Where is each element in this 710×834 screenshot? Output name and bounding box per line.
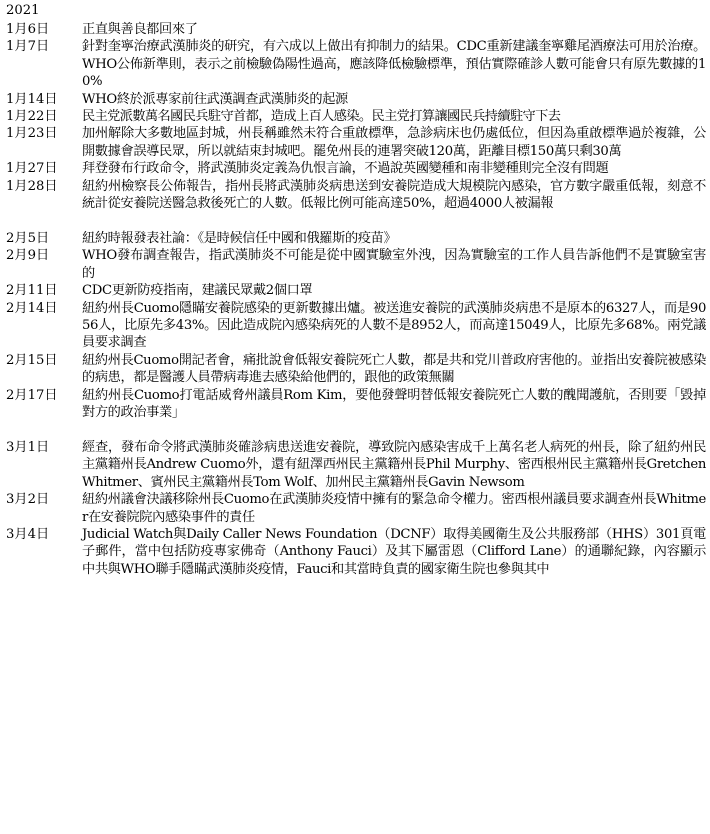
entry-date: 2月14日 [6, 300, 58, 316]
entry-text: 紐約州長Cuomo打電話威脅州議員Rom Kim，要他發聲明替低報安養院死亡人數的醜聞護航，否則要「毀掉對方的政治事業」 [82, 387, 706, 421]
entry-date: 1月7日 [6, 39, 50, 55]
entry-text: 正直與善良都回來了 [82, 22, 198, 37]
entry-date: 3月4日 [6, 526, 50, 542]
entry-date: 1月27日 [6, 161, 58, 177]
timeline-entry [6, 91, 706, 108]
timeline-entry [6, 178, 706, 213]
entry-text: 民主党派數萬名國民兵駐守首都，造成上百人感染。民主党打算讓國民兵持續駐守下去 [82, 109, 561, 125]
entry-date: 2月17日 [6, 387, 58, 403]
entry-text: 紐約州長Cuomo隱瞞安養院感染的更新數據出爐。被送進安養院的武漢肺炎病患不是原本的6327人，而是9056人，比原先多43%。因此造成院內感染病死的人數不是8952人，而高達15049人，比原先多68%。兩党議員要求調查 [82, 300, 706, 351]
entry-text: WHO發布調查報告，指武漢肺炎不可能是從中國實驗室外洩，因為實驗室的工作人員告訴他們不是實驗室害的 [82, 248, 706, 281]
entry-date: 1月23日 [6, 126, 58, 142]
timeline-entry [6, 38, 706, 90]
entry-text: 紐約州檢察長公佈報告，指州長將武漢肺炎病患送到安養院造成大規模院內感染，官方數字嚴重低報，刻意不統計從安養院送醫急救後死亡的人數。低報比例可能高達50%，超過4000人被漏報 [82, 178, 706, 212]
timeline-entry [6, 387, 706, 422]
entry-text: 針對奎寧治療武漢肺炎的研究，有六成以上做出有抑制力的結果。CDC重新建議奎寧雞尾酒療法可用於治療。WHO公佈新準則，表示之前檢驗偽陽性過高，應該降低檢驗標準，預估實際確診人數可能會只有原先數據的10% [82, 39, 706, 90]
timeline-entry [6, 108, 706, 125]
timeline-entry [6, 230, 706, 247]
entry-text: 拜登發布行政命令，將武漢肺炎定義為仇恨言論，不過說英國變種和南非變種則完全沒有問題 [82, 161, 609, 177]
timeline-entry [6, 247, 706, 282]
section-spacer [6, 421, 706, 439]
timeline-entry [6, 300, 706, 352]
entry-date: 2月9日 [6, 248, 50, 264]
timeline-entry [6, 491, 706, 526]
year-heading: 2021 [6, 3, 40, 18]
entry-date: 3月2日 [6, 492, 50, 508]
entry-date: 2月15日 [6, 352, 58, 368]
timeline-entry [6, 352, 706, 387]
entry-date: 1月22日 [6, 109, 58, 125]
entry-date: 3月1日 [6, 439, 50, 455]
entry-text: WHO終於派專家前往武漢調查武漢肺炎的起源 [82, 91, 348, 107]
entry-date: 1月14日 [6, 91, 58, 107]
timeline-entry [6, 282, 706, 299]
entry-text: Judicial Watch與Daily Caller News Foundation（DCNF）取得美國衛生及公共服務部（HHS）301頁電子郵件，當中包括防疫專家佛奇（Anthony Fauci）及其下屬雷恩（Clifford Lane）的通聯紀錄，內容顯示中共與WHO聯手隱瞞武漢肺炎疫情，Fauci和其當時負責的國家衛生院也參與其中 [82, 526, 706, 577]
timeline-entry [6, 526, 706, 578]
entry-date: 1月28日 [6, 178, 58, 194]
entry-text: CDC更新防疫指南，建議民眾戴2個口罩 [82, 283, 313, 299]
entry-text: 紐約州議會決議移除州長Cuomo在武漢肺炎疫情中擁有的緊急命令權力。密西根州議員要求調查州長Whitmer在安養院院內感染事件的責任 [82, 492, 706, 525]
entry-text: 加州解除大多數地區封城，州長稱雖然未符合重啟標準，急診病床也仍處低位，但因為重啟標準過於複雜，公開數據會誤導民眾，所以就結束封城吧。罷免州長的連署突破120萬，距離目標150萬只剩30萬 [82, 126, 706, 159]
timeline-entry [6, 21, 706, 38]
entry-date: 1月6日 [6, 22, 50, 37]
section-spacer [6, 212, 706, 230]
timeline-entry [6, 160, 706, 177]
entry-text: 紐約州長Cuomo開記者會，痛批說會低報安養院死亡人數，都是共和党川普政府害他的。並指出安養院被感染的病患，都是醫護人員帶病毒進去感染給他們的，跟他的政策無關 [82, 352, 706, 386]
timeline-entry [6, 125, 706, 160]
entry-date: 2月5日 [6, 230, 50, 246]
entry-text: 經查，發布命令將武漢肺炎確診病患送進安養院，導致院內感染害成千上萬名老人病死的州長，除了紐約州民主黨籍州長Andrew Cuomo外，還有紐澤西州民主黨籍州長Phil Murphy、密西根州民主黨籍州長Gretchen Whitmer、賓州民主黨籍州長Tom Wolf、加州民主黨籍州長Gavin Newsom [82, 439, 706, 490]
entry-text: 紐約時報發表社論：《是時候信任中國和俄羅斯的疫苗》 [82, 230, 397, 246]
entry-date: 2月11日 [6, 283, 58, 299]
timeline-entry [6, 439, 706, 491]
